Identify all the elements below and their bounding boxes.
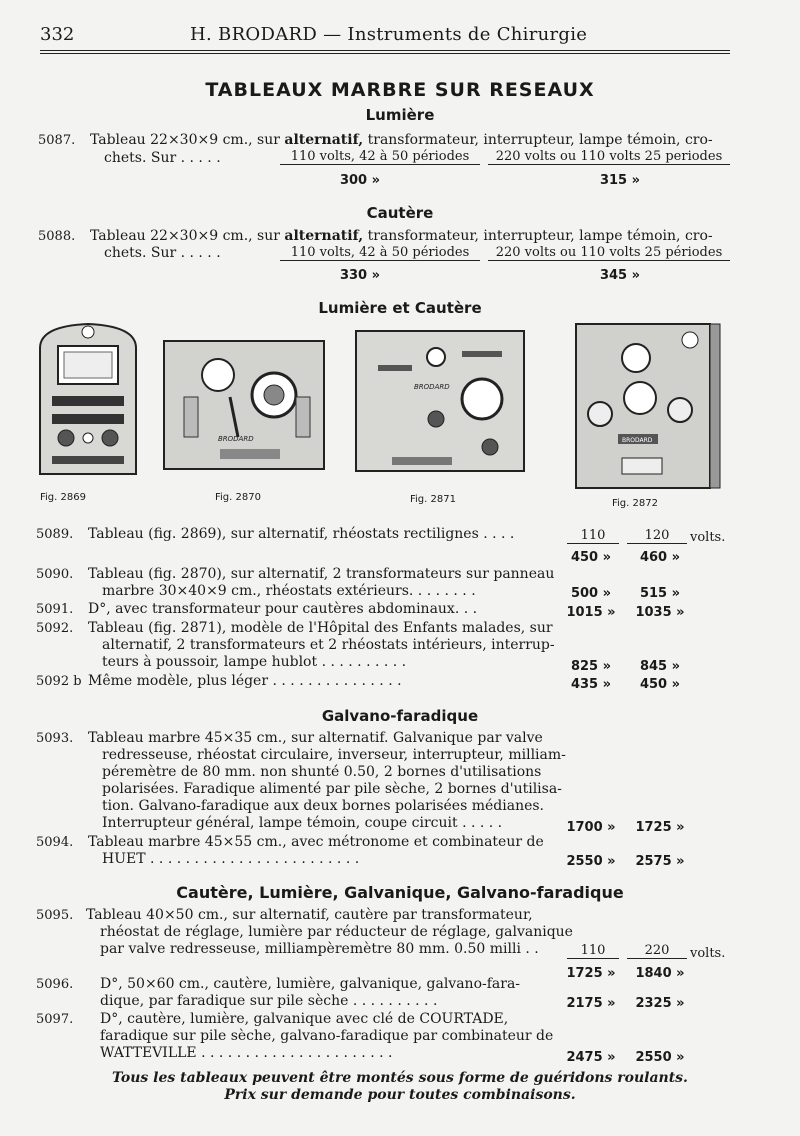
price: 1015 » [566,605,616,620]
item-description: redresseuse, rhéostat circulaire, inverseur, interrupteur, milliam- [102,747,566,763]
figure-2872-panel [570,318,726,494]
footer-note: Tous les tableaux peuvent être montés sous forme de guéridons roulants. [112,1070,688,1086]
item-description: D°, cautère, lumière, galvanique avec clé de COURTADE, [100,1011,509,1027]
item-description: faradique sur pile sèche, galvano-faradique par combinateur de [100,1028,554,1044]
price: 2475 » [566,1050,616,1065]
item-number: 5090. [36,567,74,582]
page-number: 332 [40,24,75,45]
figure-caption: Fig. 2870 [215,492,261,503]
item-description: Interrupteur général, lampe témoin, coupe circuit . . . . . [102,815,503,831]
column-header-120: 120 [627,528,687,544]
item-number: 5088. [38,229,76,244]
figure-2871-panel [352,327,528,479]
column-header: 110 volts, 42 à 50 périodes [280,245,480,261]
column-header-110: 110 [567,943,619,959]
subsection-lumiere: Lumière [365,106,435,124]
price: 2175 » [566,996,616,1011]
column-header: 220 volts ou 110 volts 25 périodes [488,245,730,261]
column-header-110: 110 [567,528,619,544]
running-header: H. BRODARD — Instruments de Chirurgie [190,24,588,45]
item-number: 5087. [38,133,76,148]
item-description: Tableau 40×50 cm., sur alternatif, cautère par transformateur, [86,907,533,923]
item-description: par valve redresseuse, milliampèremètre 80 mm. 0.50 milli . . [100,941,539,957]
item-description: alternatif, 2 transformateurs et 2 rhéostats intérieurs, interrup- [102,637,555,653]
item-number: 5096. [36,977,74,992]
price: 315 » [599,173,641,188]
price: 1725 » [635,820,685,835]
price: 1700 » [566,820,616,835]
subsection-lumiere-cautere: Lumière et Cautère [318,299,482,317]
price: 330 » [339,268,381,283]
subsection-combo: Cautère, Lumière, Galvanique, Galvano-faradique [176,883,624,902]
item-description: Tableau marbre 45×55 cm., avec métronome et combinateur de [88,834,544,850]
price: 2550 » [635,1050,685,1065]
unit-label: volts. [690,946,726,961]
price: 2550 » [566,854,616,869]
item-number: 5095. [36,908,74,923]
price: 500 » [570,586,612,601]
item-description: péremètre de 80 mm. non shunté 0.50, 2 bornes d'utilisations [102,764,542,780]
item-description: rhéostat de réglage, lumière par réducteur de réglage, galvanique [100,924,573,940]
item-description: WATTEVILLE . . . . . . . . . . . . . . . . . . . . . . [100,1045,393,1061]
header-rule-2 [40,53,730,54]
header-rule [40,50,730,51]
brand-label: BRODARD [414,383,450,391]
item-number: 5091. [36,602,74,617]
price: 825 » [570,659,612,674]
price: 2575 » [635,854,685,869]
item-description: tion. Galvano-faradique aux deux bornes polarisées médianes. [102,798,545,814]
price: 845 » [639,659,681,674]
brand-label: BRODARD [622,437,653,444]
item-number: 5092 b [36,674,82,689]
price: 450 » [570,550,612,565]
item-number: 5093. [36,731,74,746]
item-description: Même modèle, plus léger . . . . . . . . . . . . . . . [88,673,402,689]
price: 1725 » [566,966,616,981]
figure-caption: Fig. 2872 [612,498,658,509]
price: 1840 » [635,966,685,981]
item-description: teurs à poussoir, lampe hublot . . . . . . . . . . [102,654,407,670]
figure-caption: Fig. 2871 [410,494,456,505]
price: 435 » [570,677,612,692]
footer-note: Prix sur demande pour toutes combinaisons. [224,1087,576,1103]
price: 1035 » [635,605,685,620]
price: 345 » [599,268,641,283]
subsection-galvano: Galvano-faradique [321,707,479,725]
section-title: TABLEAUX MARBRE SUR RESEAUX [205,79,595,101]
item-number: 5089. [36,527,74,542]
figure-caption: Fig. 2869 [40,492,86,503]
figure-2869-panel [36,318,140,478]
item-description: chets. Sur . . . . . [104,245,221,261]
item-description: HUET . . . . . . . . . . . . . . . . . . . . . . . . [102,851,360,867]
item-description: polarisées. Faradique alimenté par pile sèche, 2 bornes d'utilisa- [102,781,562,797]
unit-label: volts. [690,530,726,545]
brand-label: BRODARD [218,435,254,443]
item-number: 5097. [36,1012,74,1027]
item-description: dique, par faradique sur pile sèche . . . . . . . . . . [100,993,438,1009]
price: 450 » [639,677,681,692]
column-header-220: 220 [627,943,687,959]
column-header: 220 volts ou 110 volts 25 periodes [488,149,730,165]
item-description: Tableau 22×30×9 cm., sur alternatif, transformateur, interrupteur, lampe témoin, cro- [90,132,713,148]
item-number: 5092. [36,621,74,636]
subsection-cautere: Cautère [366,204,434,222]
item-description: Tableau (fig. 2870), sur alternatif, 2 transformateurs sur panneau [88,566,555,582]
item-number: 5094. [36,835,74,850]
item-description: Tableau (fig. 2871), modèle de l'Hôpital des Enfants malades, sur [88,620,553,636]
item-description: marbre 30×40×9 cm., rhéostats extérieurs. . . . . . . . [102,583,476,599]
column-header: 110 volts, 42 à 50 périodes [280,149,480,165]
price: 2325 » [635,996,685,1011]
item-description: Tableau (fig. 2869), sur alternatif, rhéostats rectilignes . . . . [88,526,515,542]
item-description: D°, avec transformateur pour cautères abdominaux. . . [88,601,478,617]
price: 515 » [639,586,681,601]
item-description: Tableau 22×30×9 cm., sur alternatif, transformateur, interrupteur, lampe témoin, cro- [90,228,713,244]
figure-2870-panel [160,337,328,477]
item-description: D°, 50×60 cm., cautère, lumière, galvanique, galvano-fara- [100,976,521,992]
item-description: chets. Sur . . . . . [104,150,221,166]
price: 460 » [639,550,681,565]
item-description: Tableau marbre 45×35 cm., sur alternatif. Galvanique par valve [88,730,543,746]
price: 300 » [339,173,381,188]
